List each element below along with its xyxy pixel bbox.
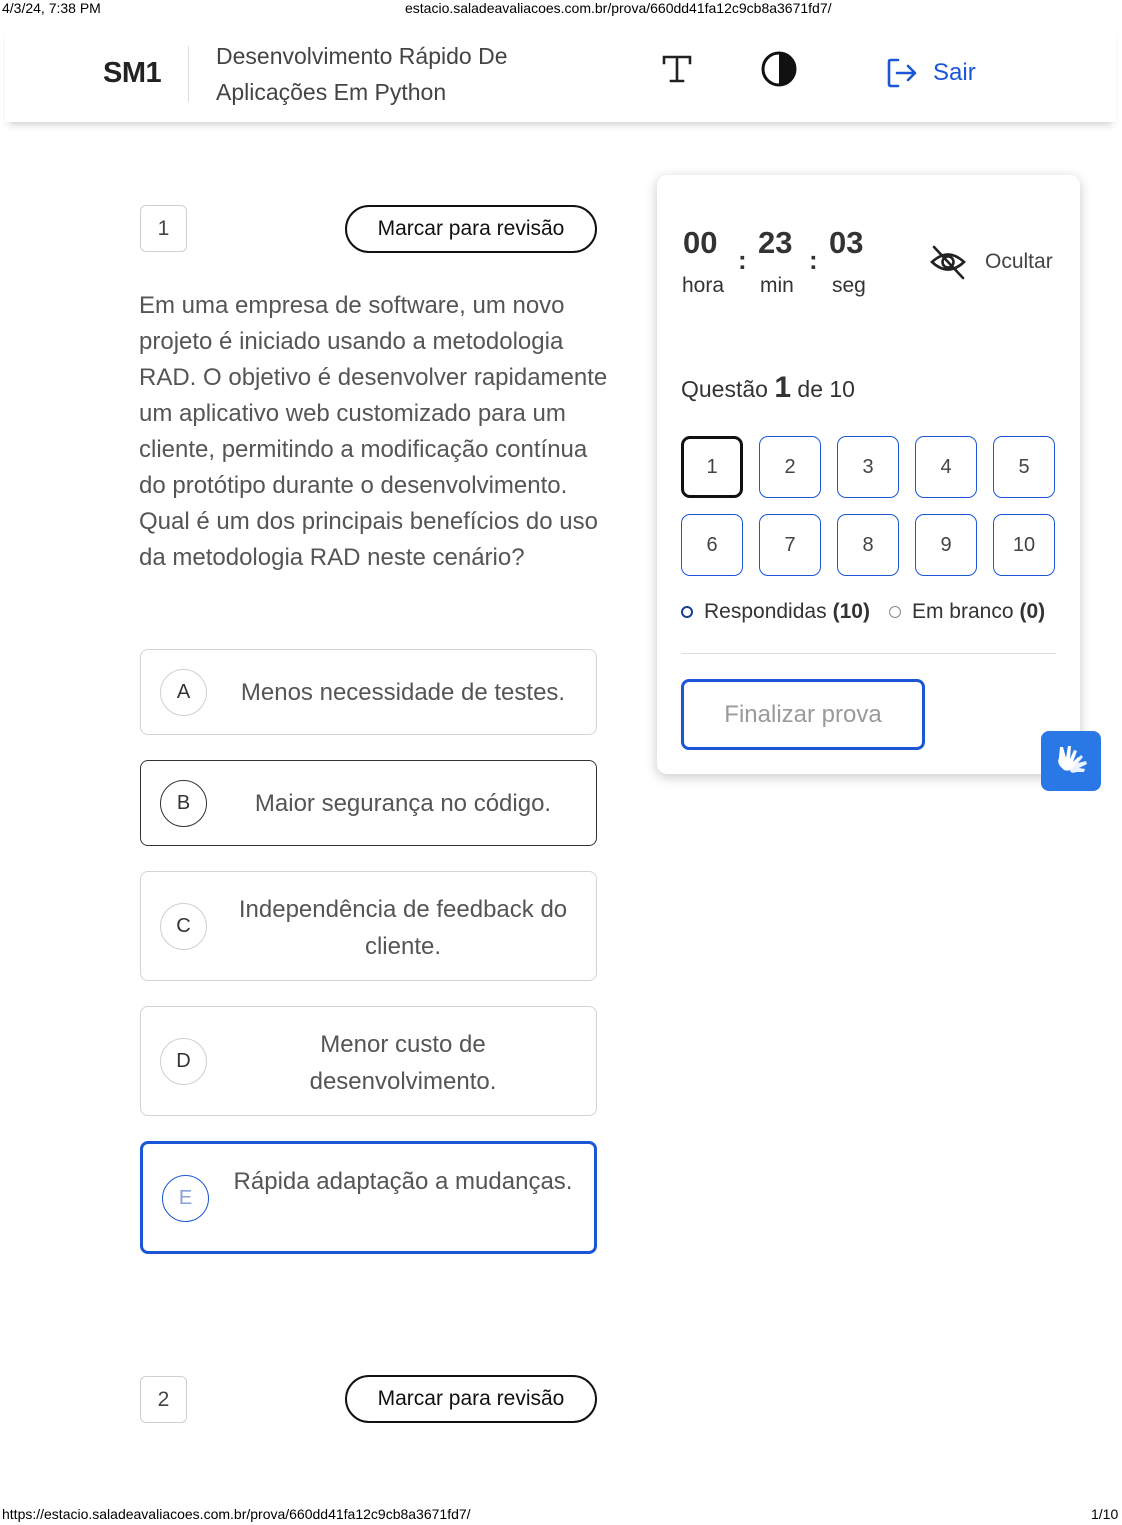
option-a[interactable]: [140, 649, 597, 735]
timer-seconds-label: seg: [832, 274, 866, 297]
eye-off-icon: [929, 243, 967, 281]
question-text: Em uma empresa de software, um novo projeto é iniciado usando a metodologia RAD. O objetivo é desenvolver rapidamente um aplicativo web customizado para um cliente, permitindo a modificação contínua do protótipo durante o desenvolvimento. Qual é um dos principais benefícios do uso da metodologia RAD neste cenário?: [139, 292, 608, 571]
nav-question-button[interactable]: 6: [681, 514, 743, 576]
legend-blank-count: (0): [1019, 600, 1046, 623]
contrast-icon: [757, 49, 801, 93]
option-e[interactable]: [140, 1141, 597, 1254]
option-text: Rápida adaptação a mudanças.: [233, 1168, 573, 1195]
finish-exam-button[interactable]: Finalizar prova: [681, 679, 925, 750]
question-counter-current: 1: [774, 371, 792, 404]
nav-question-button[interactable]: 4: [915, 436, 977, 498]
timer-separator: :: [738, 245, 747, 275]
panel-divider: [681, 653, 1056, 654]
option-text: Maior segurança no código.: [254, 790, 552, 817]
print-footer-url: https://estacio.saladeavaliacoes.com.br/prova/660dd41fa12c9cb8a3671fd7/: [2, 1506, 471, 1522]
print-datetime: 4/3/24, 7:38 PM: [2, 0, 101, 16]
timer-seconds: 03: [829, 225, 864, 260]
nav-question-button[interactable]: 7: [759, 514, 821, 576]
question-number: 1: [140, 205, 187, 252]
sign-language-icon: [1051, 741, 1091, 781]
answer-legend: [681, 600, 1045, 624]
nav-question-button[interactable]: 9: [915, 514, 977, 576]
nav-question-button[interactable]: 2: [759, 436, 821, 498]
legend-blank-label: Em branco: [911, 600, 1014, 623]
answered-dot-icon: [681, 606, 693, 618]
timer-separator: :: [809, 245, 818, 275]
hide-timer-label: Ocultar: [985, 250, 1053, 273]
legend-answered: [681, 600, 870, 624]
app-header: [5, 27, 1116, 122]
question-counter-prefix: Questão: [681, 376, 768, 402]
logout-label: Sair: [933, 59, 976, 86]
logout-icon: [885, 56, 919, 90]
question-counter-suffix: de 10: [797, 376, 855, 402]
option-c[interactable]: [140, 871, 597, 981]
sign-language-button[interactable]: [1041, 731, 1101, 791]
question-counter: [681, 371, 855, 405]
print-url: estacio.saladeavaliacoes.com.br/prova/660dd41fa12c9cb8a3671fd7/: [405, 0, 832, 16]
legend-answered-count: (10): [832, 600, 870, 623]
nav-question-button[interactable]: 8: [837, 514, 899, 576]
logo: SM1: [103, 57, 162, 89]
timer-hours: 00: [683, 225, 718, 260]
question-number: 2: [140, 1376, 187, 1423]
timer-minutes-label: min: [760, 274, 794, 297]
option-letter: D: [160, 1038, 207, 1085]
exam-panel: [657, 175, 1080, 774]
legend-answered-label: Respondidas: [704, 600, 827, 623]
option-letter: A: [160, 669, 207, 716]
timer-hours-label: hora: [682, 274, 725, 297]
legend-blank: [889, 600, 1045, 624]
blank-dot-icon: [889, 606, 901, 618]
contrast-button[interactable]: [757, 49, 801, 93]
nav-question-button[interactable]: 3: [837, 436, 899, 498]
text-size-button[interactable]: [655, 47, 699, 91]
option-letter: B: [160, 780, 207, 827]
option-text: Menor custo de desenvolvimento.: [309, 1031, 497, 1095]
mark-review-button[interactable]: Marcar para revisão: [345, 205, 597, 253]
text-size-icon: [655, 47, 699, 91]
option-b[interactable]: [140, 760, 597, 846]
nav-question-button[interactable]: 1: [681, 436, 743, 498]
print-page-number: 1/10: [1091, 1506, 1119, 1522]
nav-question-button[interactable]: 5: [993, 436, 1055, 498]
mark-review-button[interactable]: Marcar para revisão: [345, 1375, 597, 1423]
timer-minutes: 23: [758, 225, 793, 260]
option-letter: E: [162, 1175, 209, 1222]
nav-question-button[interactable]: 10: [993, 514, 1055, 576]
header-divider: [188, 46, 189, 102]
hide-timer-button[interactable]: [929, 243, 1053, 281]
option-text: Independência de feedback do cliente.: [238, 896, 568, 960]
logout-button[interactable]: [885, 53, 976, 93]
option-d[interactable]: [140, 1006, 597, 1116]
course-title: Desenvolvimento Rápido De Aplicações Em Python: [216, 43, 508, 105]
option-letter: C: [160, 903, 207, 950]
option-text: Menos necessidade de testes.: [240, 679, 566, 706]
